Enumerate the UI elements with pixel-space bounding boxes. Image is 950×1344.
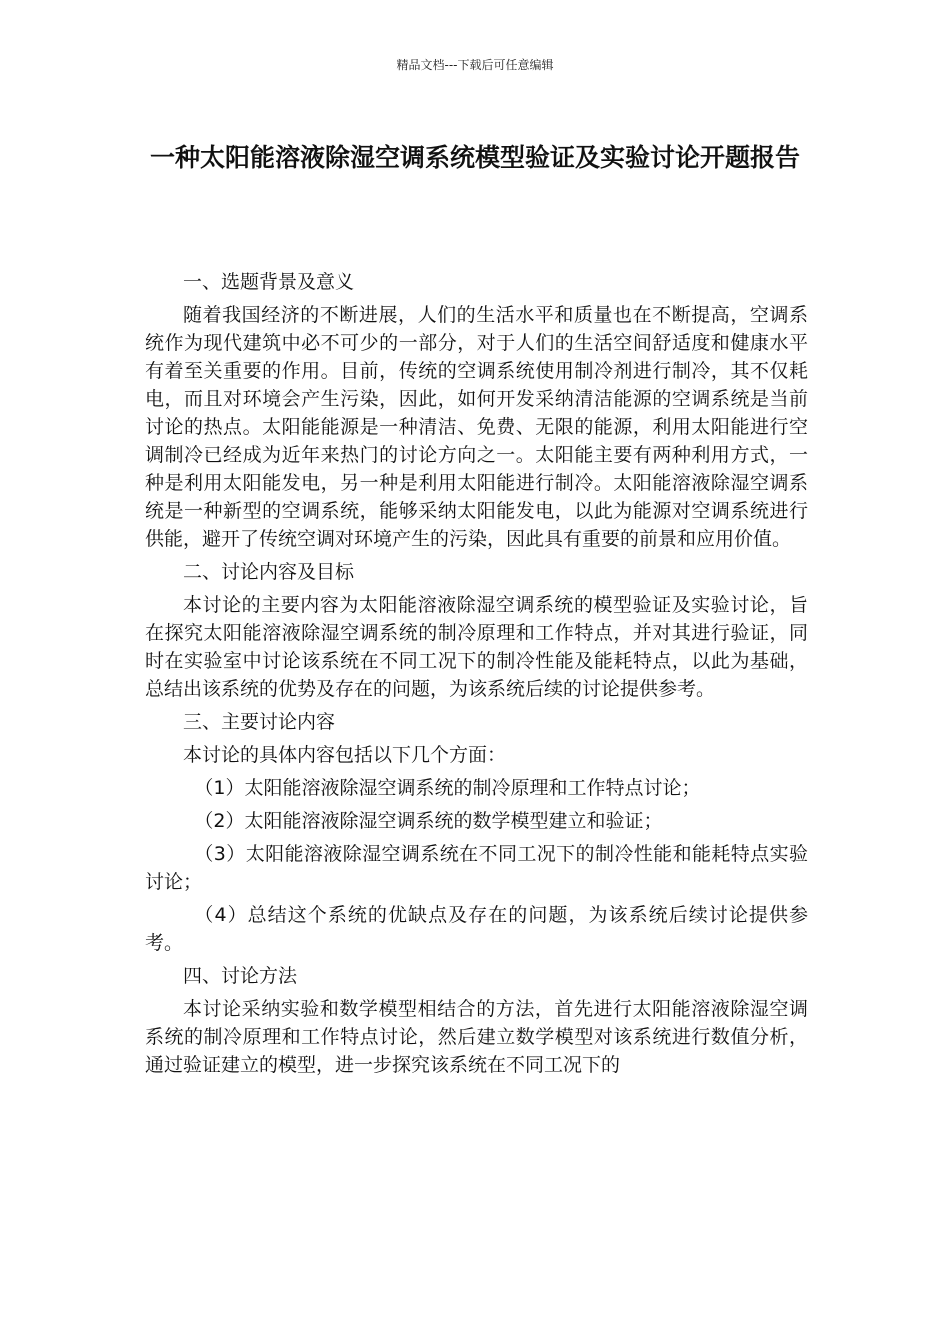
section-heading-method: 四、讨论方法 [183,965,298,987]
header-note: 精品文档---下载后可任意编辑 [396,58,554,72]
list-item-4: （4）总结这个系统的优缺点及存在的问题，为该系统后续讨论提供参考。 [145,904,808,954]
paragraph-background: 随着我国经济的不断进展，人们的生活水平和质量也在不断提高，空调系统作为现代建筑中必不可少的一部分，对于人们的生活空间舒适度和健康水平有着至关重要的作用。目前，传统的空调系统使用制冷剂进行制冷，其不仅耗电，而且对环境会产生污染，因此，如何开发采纳清洁能源的空调系统是当前讨论的热点。太阳能能源是一种清洁、免费、无限的能源，利用太阳能进行空调制冷已经成为近年来热门的讨论方向之一。太阳能主要有两种利用方式，一种是利用太阳能发电，另一种是利用太阳能进行制冷。太阳能溶液除湿空调系统是一种新型的空调系统，能够采纳太阳能发电，以此为能源对空调系统进行供能，避开了传统空调对环境产生的污染，因此具有重要的前景和应用价值。 [145,304,808,550]
section-heading-background: 一、选题背景及意义 [183,271,355,293]
document-body [145,268,808,1084]
document-title: 一种太阳能溶液除湿空调系统模型验证及实验讨论开题报告 [149,143,800,172]
list-item-2: （2）太阳能溶液除湿空调系统的数学模型建立和验证； [194,810,663,832]
list-item-1: （1）太阳能溶液除湿空调系统的制冷原理和工作特点讨论； [194,777,701,799]
paragraph-method: 本讨论采纳实验和数学模型相结合的方法，首先进行太阳能溶液除湿空调系统的制冷原理和工作特点讨论，然后建立数学模型对该系统进行数值分析，通过验证建立的模型，进一步探究该系统在不同工况下的 [145,998,808,1076]
paragraph-main-content-intro: 本讨论的具体内容包括以下几个方面： [183,744,507,766]
section-heading-main-content: 三、主要讨论内容 [183,711,336,733]
paragraph-content-goals: 本讨论的主要内容为太阳能溶液除湿空调系统的模型验证及实验讨论，旨在探究太阳能溶液除湿空调系统的制冷原理和工作特点，并对其进行验证，同时在实验室中讨论该系统在不同工况下的制冷性能及能耗特点，以此为基础，总结出该系统的优势及存在的问题，为该系统后续的讨论提供参考。 [145,594,808,700]
list-item-3: （3）太阳能溶液除湿空调系统在不同工况下的制冷性能和能耗特点实验讨论； [145,843,808,893]
section-heading-content-goals: 二、讨论内容及目标 [183,561,355,583]
